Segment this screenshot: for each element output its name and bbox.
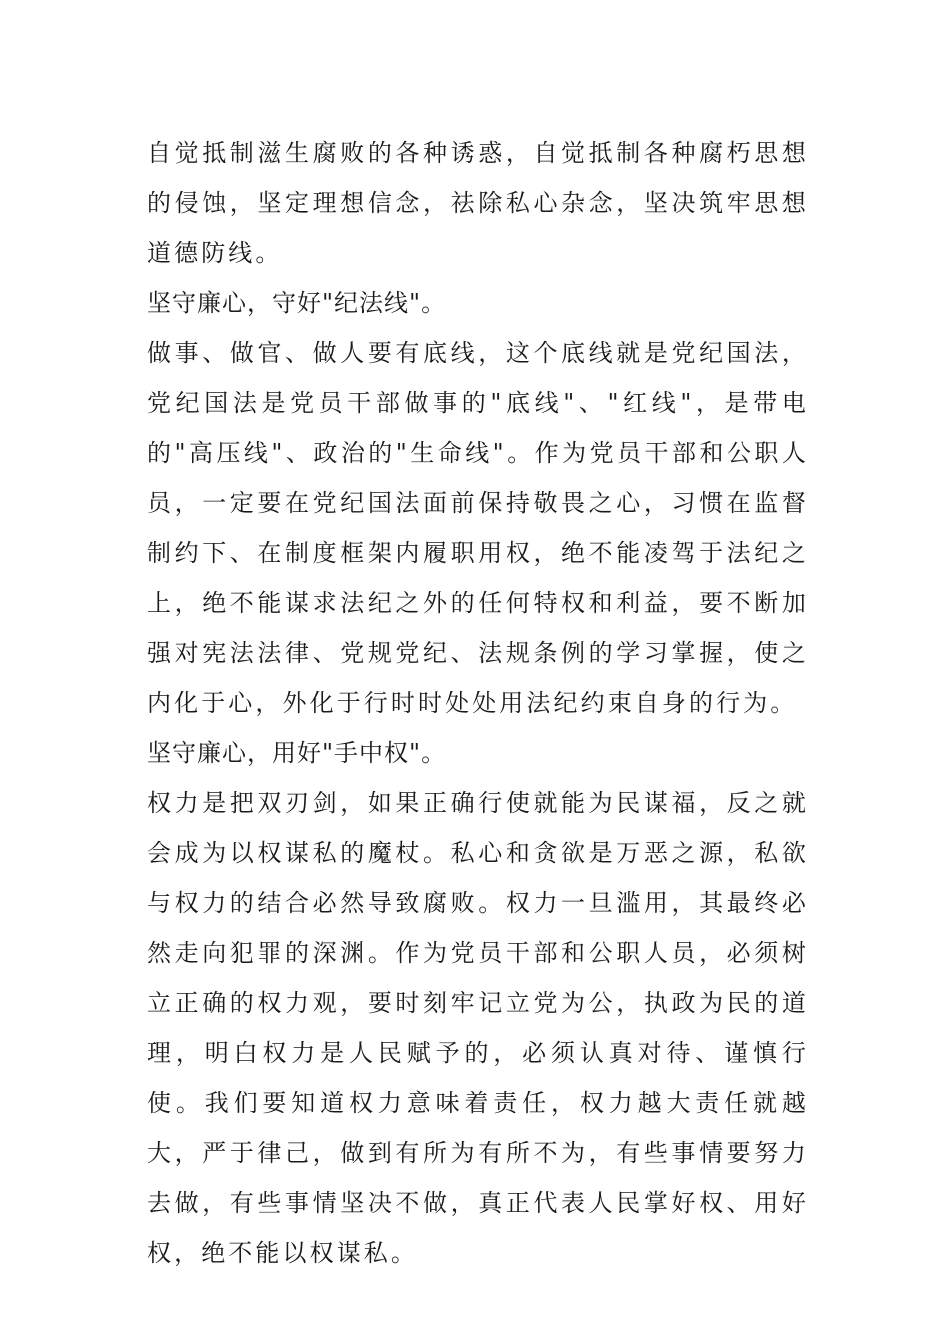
paragraph-power-use: 权力是把双刃剑，如果正确行使就能为民谋福，反之就会成为以权谋私的魔杖。私心和贪欲是万恶之源，私欲与权力的结合必然导致腐败。权力一旦滥用，其最终必然走向犯罪的深渊。作为党员干部和公职人员，必须树立正确的权力观，要时刻牢记立党为公，执政为民的道理，明白权力是人民赋予的，必须认真对待、谨慎行使。我们要知道权力意味着责任，权力越大责任就越大，严于律己，做到有所为有所不为，有些事情要努力去做，有些事情坚决不做，真正代表人民掌好权、用好权，绝不能以权谋私。 xyxy=(147,789,809,1267)
paragraph-ideological-defense: 自觉抵制滋生腐败的各种诱惑，自觉抵制各种腐朽思想的侵蚀，坚定理想信念，祛除私心杂念，坚决筑牢思想道德防线。 xyxy=(147,139,809,267)
paragraph-discipline-law: 做事、做官、做人要有底线，这个底线就是党纪国法，党纪国法是党员干部做事的"底线"、"红线"，是带电的"高压线"、政治的"生命线"。作为党员干部和公职人员，一定要在党纪国法面前保持敬畏之心，习惯在监督制约下、在制度框架内履职用权，绝不能凌驾于法纪之上，绝不能谋求法纪之外的任何特权和利益，要不断加强对宪法法律、党规党纪、法规条例的学习掌握，使之内化于心，外化于行时时处处用法纪约束自身的行为。 xyxy=(147,339,809,717)
section-heading-discipline-law-line: 坚守廉心，守好"纪法线"。 xyxy=(147,289,447,317)
document-body xyxy=(147,128,809,1278)
section-heading-power-in-hand: 坚守廉心，用好"手中权"。 xyxy=(147,739,447,767)
